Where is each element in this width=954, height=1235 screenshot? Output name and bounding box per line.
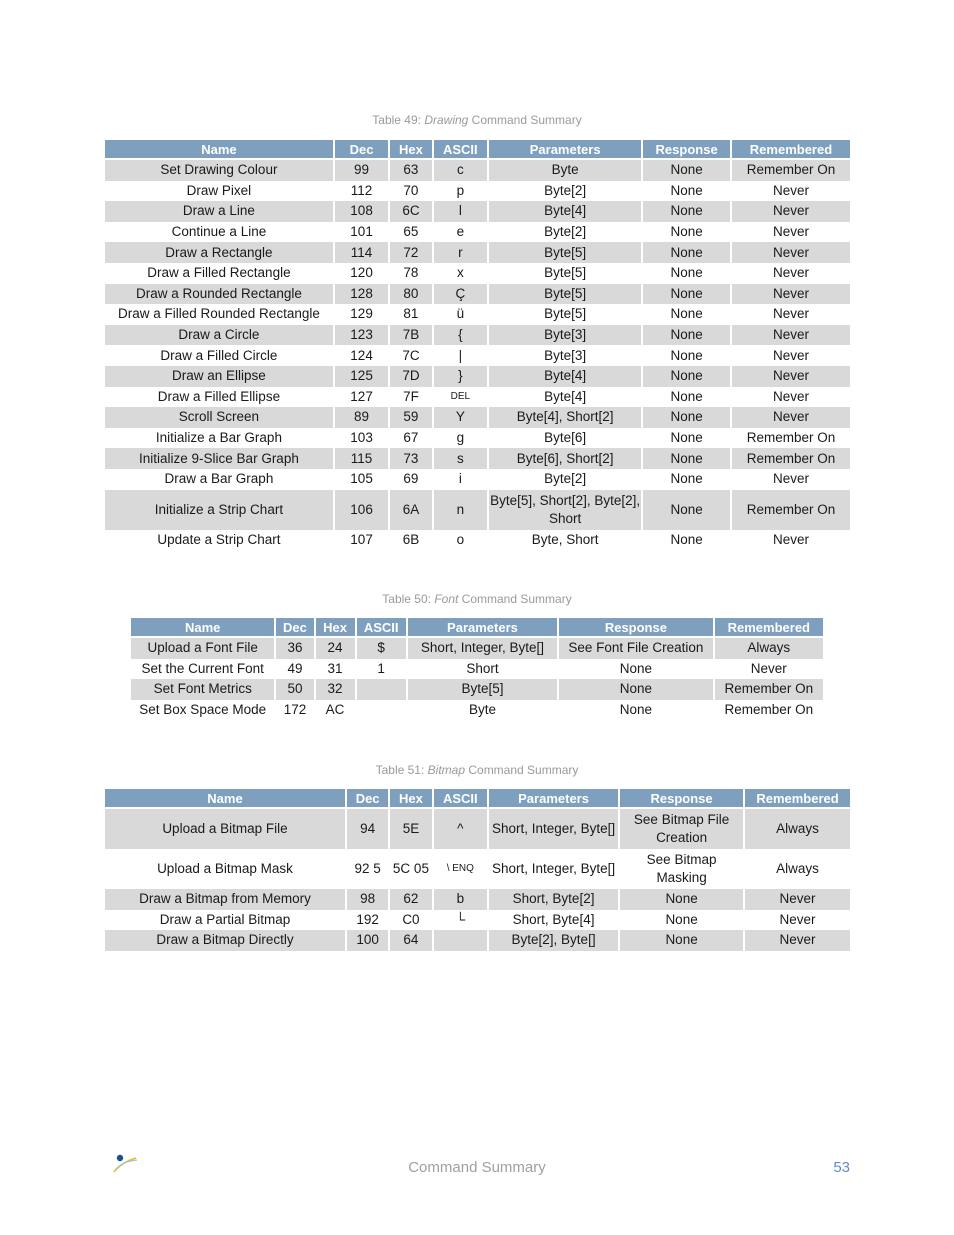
cell-response: None: [670, 265, 703, 281]
cell-ascii: r: [434, 242, 487, 263]
table-row: [105, 889, 850, 910]
cell-remembered: Remember On: [732, 448, 850, 469]
cell-name: Set Box Space Mode: [139, 702, 267, 718]
table-row: [105, 181, 850, 202]
caption-prefix: Table 51:: [375, 763, 428, 777]
caption-emphasis: Font: [434, 592, 459, 606]
cell-ascii: g: [456, 430, 465, 446]
drawing-command-table: [103, 140, 852, 550]
cell-response: None: [643, 201, 730, 222]
table-row: [105, 849, 850, 889]
cell-dec: 49: [287, 660, 303, 676]
cell-parameters: Byte[3]: [489, 325, 641, 346]
cell-name: Draw a Circle: [105, 325, 333, 346]
table-row: [105, 284, 850, 305]
cell-parameters: Byte[5]: [489, 284, 641, 305]
cell-dec: 92 5: [354, 861, 381, 876]
bitmap-table-caption: [0, 763, 954, 777]
table-row: [105, 930, 850, 951]
cell-ascii: Y: [434, 407, 487, 428]
table-row: [131, 638, 823, 659]
cell-ascii: {: [434, 325, 487, 346]
cell-hex: 72: [390, 242, 431, 263]
cell-name: Initialize a Strip Chart: [105, 490, 333, 530]
cell-dec: 50: [276, 679, 313, 700]
cell-dec: 129: [350, 306, 373, 322]
cell-response: None: [619, 660, 653, 676]
cell-ascii: └: [455, 911, 466, 927]
cell-parameters: Byte[4], Short[2]: [489, 407, 641, 428]
cell-response: None: [670, 388, 703, 404]
cell-hex: 7B: [390, 325, 431, 346]
cell-hex: 59: [390, 407, 431, 428]
cell-hex: 6A: [390, 490, 431, 530]
table-row: [105, 242, 850, 263]
column-header-hex: Hex: [390, 789, 431, 809]
table-row: [131, 679, 823, 700]
cell-parameters: Byte[5]: [489, 242, 641, 263]
table-row: [105, 325, 850, 346]
column-header-name: Name: [105, 140, 333, 160]
cell-response: None: [643, 448, 730, 469]
cell-hex: 5E: [390, 809, 431, 849]
cell-response: See Font File Creation: [559, 638, 712, 659]
cell-parameters: Byte[5]: [544, 306, 587, 322]
cell-response: None: [670, 347, 703, 363]
cell-parameters: Byte[5]: [408, 679, 557, 700]
cell-name: Upload a Bitmap File: [105, 809, 345, 849]
cell-remembered: Never: [732, 242, 850, 263]
cell-remembered: Never: [772, 265, 809, 281]
cell-hex: 7C: [402, 347, 420, 363]
table-row: [105, 366, 850, 387]
table-row: [105, 407, 850, 428]
cell-dec: 125: [335, 366, 388, 387]
column-header-remembered: Remembered: [745, 789, 850, 809]
caption-emphasis: Drawing: [424, 113, 469, 127]
cell-remembered: Never: [772, 306, 809, 322]
cell-remembered: Never: [732, 325, 850, 346]
cell-remembered: Never: [772, 347, 809, 363]
cell-hex: 69: [403, 471, 419, 487]
cell-parameters: Byte[4]: [489, 366, 641, 387]
cell-response: None: [670, 471, 703, 487]
table-row: [105, 160, 850, 181]
cell-remembered: Remember On: [746, 430, 836, 446]
cell-ascii: 1: [377, 660, 385, 676]
caption-prefix: Table 50:: [382, 592, 435, 606]
cell-hex: 70: [403, 182, 419, 198]
table-row: [105, 345, 850, 366]
cell-dec: 127: [350, 388, 373, 404]
cell-parameters: Short, Integer, Byte[]: [492, 861, 616, 876]
column-header-parameters: Parameters: [408, 618, 557, 638]
cell-name: Draw a Bitmap Directly: [105, 930, 345, 951]
cell-parameters: Byte[4]: [544, 388, 587, 404]
cell-remembered: Never: [772, 224, 809, 240]
cell-remembered: Never: [779, 911, 816, 927]
cell-remembered: Never: [772, 388, 809, 404]
cell-name: Draw a Filled Circle: [160, 347, 278, 363]
cell-dec: 112: [350, 182, 373, 198]
cell-hex: 31: [327, 660, 343, 676]
cell-remembered: Never: [745, 930, 850, 951]
table-row: [105, 530, 850, 551]
cell-dec: 114: [335, 242, 388, 263]
cell-name: Set Drawing Colour: [105, 160, 333, 181]
cell-dec: 94: [347, 809, 388, 849]
table-row: [105, 490, 850, 530]
cell-dec: 98: [347, 889, 388, 910]
column-header-hex: Hex: [390, 140, 431, 160]
cell-hex: 65: [403, 224, 419, 240]
column-header-name: Name: [131, 618, 274, 638]
cell-response: See Bitmap Masking: [646, 852, 717, 885]
cell-ascii: $: [357, 638, 406, 659]
cell-remembered: Never: [772, 531, 809, 547]
cell-parameters: Byte[2], Byte[]: [489, 930, 618, 951]
cell-dec: 105: [350, 471, 373, 487]
cell-remembered: Always: [745, 809, 850, 849]
cell-dec: 115: [335, 448, 388, 469]
table-header-row: [131, 618, 823, 638]
column-header-dec: Dec: [276, 618, 313, 638]
cell-name: Continue a Line: [171, 224, 267, 240]
cell-ascii: ü: [456, 306, 465, 322]
column-header-ascii: ASCII: [434, 789, 487, 809]
cell-remembered: Remember On: [732, 490, 850, 530]
cell-hex: 7D: [390, 366, 431, 387]
cell-hex: 80: [390, 284, 431, 305]
cell-response: None: [643, 325, 730, 346]
cell-remembered: Always: [715, 638, 823, 659]
cell-ascii: }: [434, 366, 487, 387]
column-header-hex: Hex: [316, 618, 355, 638]
cell-remembered: Never: [732, 201, 850, 222]
cell-name: Draw a Bitmap from Memory: [105, 889, 345, 910]
cell-name: Draw a Rounded Rectangle: [105, 284, 333, 305]
cell-name: Initialize 9-Slice Bar Graph: [105, 448, 333, 469]
cell-dec: 192: [356, 911, 379, 927]
cell-ascii: s: [434, 448, 487, 469]
cell-ascii: l: [434, 201, 487, 222]
cell-parameters: Short, Byte[2]: [489, 889, 618, 910]
cell-name: Draw a Filled Ellipse: [157, 388, 281, 404]
cell-ascii: n: [434, 490, 487, 530]
cell-dec: 99: [335, 160, 388, 181]
cell-remembered: Never: [732, 284, 850, 305]
cell-dec: 107: [350, 531, 373, 547]
cell-response: None: [643, 490, 730, 530]
cell-dec: 36: [276, 638, 313, 659]
cell-response: None: [670, 430, 703, 446]
cell-parameters: Byte[2]: [544, 471, 587, 487]
caption-prefix: Table 49:: [372, 113, 425, 127]
cell-name: Scroll Screen: [105, 407, 333, 428]
column-header-dec: Dec: [335, 140, 388, 160]
cell-ascii: ^: [434, 809, 487, 849]
cell-dec: 103: [350, 430, 373, 446]
cell-parameters: Byte: [489, 160, 641, 181]
cell-hex: 62: [390, 889, 431, 910]
footer-section-title: Command Summary: [408, 1159, 546, 1176]
table-row: [105, 387, 850, 408]
cell-response: None: [643, 407, 730, 428]
cell-hex: 6C: [390, 201, 431, 222]
cell-hex: 63: [390, 160, 431, 181]
cell-hex: 5C 05: [392, 861, 429, 876]
table-row: [105, 304, 850, 325]
table-row: [105, 222, 850, 243]
cell-response: None: [643, 242, 730, 263]
cell-parameters: Byte, Short: [531, 531, 599, 547]
cell-hex: AC: [325, 702, 345, 718]
cell-response: None: [620, 889, 743, 910]
page-number: 53: [833, 1159, 850, 1176]
cell-parameters: Byte[4]: [489, 201, 641, 222]
cell-parameters: Byte[6]: [544, 430, 587, 446]
caption-suffix: Command Summary: [468, 113, 582, 127]
table-row: [105, 263, 850, 284]
table-row: [105, 201, 850, 222]
column-header-remembered: Remembered: [715, 618, 823, 638]
cell-response: See Bitmap File Creation: [620, 809, 743, 849]
cell-remembered: Never: [745, 889, 850, 910]
cell-ascii: e: [456, 224, 465, 240]
cell-name: Upload a Font File: [131, 638, 274, 659]
cell-response: None: [643, 284, 730, 305]
cell-ascii: |: [458, 347, 463, 363]
font-table-caption: [0, 592, 954, 606]
bitmap-command-table: [103, 789, 852, 951]
column-header-remembered: Remembered: [732, 140, 850, 160]
table-row: [105, 809, 850, 849]
cell-remembered: Never: [772, 182, 809, 198]
table-row: [105, 448, 850, 469]
cell-dec: 128: [335, 284, 388, 305]
caption-suffix: Command Summary: [458, 592, 572, 606]
column-header-response: Response: [643, 140, 730, 160]
column-header-response: Response: [559, 618, 712, 638]
cell-response: None: [670, 306, 703, 322]
cell-ascii: b: [434, 889, 487, 910]
column-header-ascii: ASCII: [434, 140, 487, 160]
cell-hex: C0: [402, 911, 420, 927]
cell-dec: 120: [350, 265, 373, 281]
cell-parameters: Byte[6], Short[2]: [489, 448, 641, 469]
cell-ascii: \ ENQ: [446, 863, 474, 874]
cell-ascii: [357, 700, 406, 721]
cell-hex: 24: [316, 638, 355, 659]
cell-remembered: Always: [776, 861, 819, 876]
table-row: [131, 700, 823, 721]
table-header-row: [105, 789, 850, 809]
cell-ascii: Ç: [434, 284, 487, 305]
drawing-table-caption: [0, 113, 954, 127]
cell-dec: 101: [350, 224, 373, 240]
cell-ascii: [434, 930, 487, 951]
cell-name: Draw a Bar Graph: [164, 471, 274, 487]
table-row: [105, 469, 850, 490]
cell-name: Upload a Bitmap Mask: [157, 861, 293, 876]
cell-name: Draw Pixel: [186, 182, 252, 198]
cell-remembered: Remember On: [724, 702, 814, 718]
cell-ascii: o: [456, 531, 465, 547]
cell-hex: 67: [403, 430, 419, 446]
cell-name: Set Font Metrics: [131, 679, 274, 700]
font-command-table: [129, 618, 825, 720]
cell-dec: 108: [335, 201, 388, 222]
cell-response: None: [670, 224, 703, 240]
cell-hex: 64: [390, 930, 431, 951]
column-header-ascii: ASCII: [357, 618, 406, 638]
cell-parameters: Short, Integer, Byte[]: [489, 809, 618, 849]
cell-name: Update a Strip Chart: [157, 531, 281, 547]
cell-dec: 106: [335, 490, 388, 530]
cell-response: None: [559, 679, 712, 700]
cell-hex: 73: [390, 448, 431, 469]
cell-remembered: Remember On: [732, 160, 850, 181]
cell-name: Draw an Ellipse: [105, 366, 333, 387]
caption-emphasis: Bitmap: [427, 763, 466, 777]
column-header-parameters: Parameters: [489, 789, 618, 809]
cell-remembered: Never: [732, 366, 850, 387]
cell-dec: 89: [335, 407, 388, 428]
cell-name: Initialize a Bar Graph: [155, 430, 282, 446]
cell-name: Draw a Partial Bitmap: [159, 911, 291, 927]
cell-ascii: i: [458, 471, 462, 487]
cell-response: None: [643, 160, 730, 181]
cell-ascii: p: [456, 182, 465, 198]
cell-remembered: Never: [732, 407, 850, 428]
cell-parameters: Byte[5]: [544, 265, 587, 281]
cell-name: Draw a Filled Rounded Rectangle: [117, 306, 320, 322]
cell-parameters: Short: [466, 660, 499, 676]
cell-ascii: DEL: [450, 390, 471, 402]
cell-dec: 100: [347, 930, 388, 951]
caption-suffix: Command Summary: [465, 763, 579, 777]
cell-hex: 81: [403, 306, 419, 322]
cell-response: None: [665, 911, 698, 927]
cell-response: None: [670, 531, 703, 547]
cell-response: None: [670, 182, 703, 198]
cell-remembered: Remember On: [715, 679, 823, 700]
cell-parameters: Short, Byte[4]: [512, 911, 595, 927]
cell-parameters: Short, Integer, Byte[]: [408, 638, 557, 659]
table-header-row: [105, 140, 850, 160]
cell-response: None: [643, 366, 730, 387]
cell-parameters: Byte[2]: [544, 182, 587, 198]
cell-parameters: Byte: [468, 702, 496, 718]
cell-dec: 124: [350, 347, 373, 363]
cell-remembered: Never: [750, 660, 787, 676]
cell-hex: 6B: [402, 531, 420, 547]
cell-dec: 172: [283, 702, 307, 718]
table-row: [105, 910, 850, 931]
column-header-parameters: Parameters: [489, 140, 641, 160]
cell-hex: 32: [316, 679, 355, 700]
cell-ascii: c: [434, 160, 487, 181]
cell-remembered: Never: [772, 471, 809, 487]
column-header-name: Name: [105, 789, 345, 809]
cell-response: None: [619, 702, 653, 718]
cell-ascii: [357, 679, 406, 700]
cell-dec: 123: [335, 325, 388, 346]
table-row: [131, 659, 823, 680]
table-row: [105, 428, 850, 449]
cell-parameters: Byte[5], Short[2], Byte[2], Short: [489, 490, 641, 530]
cell-parameters: Byte[3]: [544, 347, 587, 363]
cell-parameters: Byte[2]: [544, 224, 587, 240]
cell-name: Draw a Rectangle: [105, 242, 333, 263]
cell-hex: 78: [403, 265, 419, 281]
column-header-response: Response: [620, 789, 743, 809]
cell-name: Draw a Line: [105, 201, 333, 222]
cell-name: Draw a Filled Rectangle: [147, 265, 291, 281]
cell-hex: 7F: [403, 388, 419, 404]
column-header-dec: Dec: [347, 789, 388, 809]
cell-name: Set the Current Font: [141, 660, 264, 676]
cell-ascii: x: [456, 265, 464, 281]
cell-response: None: [620, 930, 743, 951]
